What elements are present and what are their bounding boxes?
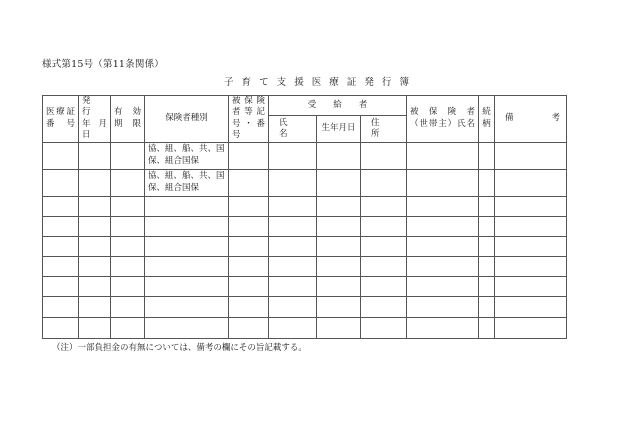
table-row [43,236,567,256]
header-recipient-name: 氏 名 [269,116,317,143]
header-remarks: 備 考 [495,96,567,143]
header-validity: 有 効 期 限 [111,96,145,143]
table-row [43,296,567,317]
form-id: 様式第15号（第11条関係） [42,59,164,70]
header-relation: 続柄 [479,96,495,143]
footnote: （注）一部負担金の有無については、備考の欄にその旨記載する。 [52,343,307,353]
header-recipient-dob: 生年月日 [317,116,361,143]
header-recipient: 受 給 者 [269,96,407,116]
header-cert-no: 医療証 番 号 [43,96,79,143]
header-insured-person: 被 保 険 者 （世帯主）氏名 [407,96,479,143]
header-insurer-type: 保険者種別 [145,96,229,143]
table-row [43,317,567,338]
header-recipient-address: 住 所 [361,116,407,143]
table-row [43,216,567,236]
header-insured-code: 被保険 者等記 号・番号 [229,96,269,143]
table-row [43,256,567,276]
insurer-type-cell: 協、組、船、共、国 保、組合国保 [145,169,229,196]
header-row-1 [43,96,567,116]
table-row [43,276,567,296]
table-row [43,169,567,196]
form-title: 子育て支援医療証発行簿 [224,77,409,88]
insurer-type-cell: 協、組、船、共、国 保、組合国保 [145,142,229,169]
header-issue-date: 発 行 年月日 [79,96,111,143]
issuance-ledger-table [42,95,567,339]
table-row [43,196,567,216]
table-row [43,142,567,169]
